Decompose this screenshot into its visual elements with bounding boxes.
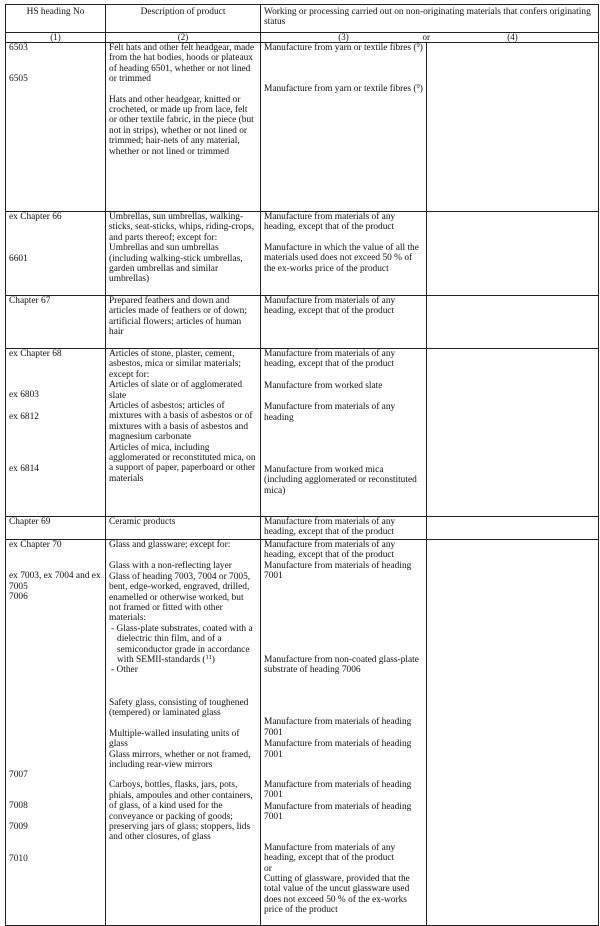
header-working-processing: Working or processing carried out on non-originating materials that confers originating status: [261, 5, 599, 33]
description-cell: [106, 517, 261, 540]
working-rule: Manufacture from yarn or textile fibres ($^9$): [264, 83, 423, 95]
description: Umbrellas, sun umbrellas, walking-sticks, seat-sticks, whips, riding-crops, and parts thereof; except for:: [109, 212, 255, 243]
working-cell: [261, 349, 427, 517]
column-number-3-cell: [261, 32, 430, 43]
description: Glass with a non-reflecting layer: [109, 561, 232, 572]
hs-heading: 7006: [9, 592, 28, 603]
hs-heading: Chapter 69: [9, 517, 51, 527]
hs-heading-cell: [6, 517, 106, 540]
table-row: [6, 43, 599, 212]
working-rule: Manufacture from materials of any heading, except that of the product: [264, 540, 396, 561]
description-subitem: - Other: [111, 665, 138, 676]
description: Glass and glassware; except for:: [109, 540, 231, 550]
column-number-1: (1): [6, 33, 106, 43]
working-rule: Manufacture from materials of heading 7001: [264, 717, 412, 738]
working-cell: [261, 212, 427, 296]
description: Prepared feathers and down and articles made of feathers or of down; artificial flowers; articles of human hair: [109, 296, 247, 338]
table-row: [6, 517, 599, 540]
working-rule: Manufacture from materials of any heading: [264, 402, 396, 423]
description: Articles of slate or of agglomerated slate: [109, 380, 243, 401]
working-rule: Manufacture from worked mica (including agglomerated or reconstituted mica): [264, 465, 417, 496]
rules-table: [5, 4, 599, 926]
rules-of-origin-table-page: [5, 4, 598, 926]
hs-heading: 7009: [9, 822, 28, 833]
hs-heading: 7010: [9, 853, 28, 864]
or-label: or: [264, 863, 272, 874]
working-cell: [261, 43, 427, 212]
alternative-cell: [427, 212, 599, 296]
hs-heading: 7007: [9, 769, 28, 780]
description: Articles of stone, plaster, cement, asbestos, mica or similar materials; except for:: [109, 349, 241, 380]
hs-heading: 7008: [9, 801, 28, 812]
description: Articles of mica, including agglomerated or reconstituted mica, on a support of paper, paperboard or other materials: [109, 442, 256, 484]
working-rule: Manufacture from materials of any heading, except that of the product: [264, 349, 396, 370]
description-cell: [106, 212, 261, 296]
description: Articles of asbestos; articles of mixtures with a basis of asbestos or of mixtures with a basis of asbestos and magnesium carbonate: [109, 401, 253, 443]
header-hs-heading: HS heading No: [6, 5, 106, 33]
description: Umbrellas and sun umbrellas (including walking-stick umbrellas, garden umbrellas and similar umbrellas): [109, 243, 243, 285]
description: Glass of heading 7003, 7004 or 7005, bent, edge-worked, engraved, drilled, enamelled or otherwise worked, but not framed or fitted with other materials:: [109, 571, 251, 624]
description: Ceramic products: [109, 517, 176, 527]
column-number-4: (4): [427, 33, 599, 43]
working-rule: Manufacture from materials of any heading, except that of the product: [264, 212, 396, 233]
hs-heading-cell: [6, 296, 106, 349]
table-row: [6, 296, 599, 349]
hs-heading: ex Chapter 66: [9, 212, 62, 222]
description-cell: [106, 296, 261, 349]
working-cell: [261, 540, 427, 926]
description-subitem: - Glass-plate substrates, coated with a dielectric thin film, and of a semiconductor grade in accordance with SEMII-standards ($^{11}$): [111, 623, 253, 666]
hs-heading: ex 6814: [9, 464, 39, 475]
working-rule: Manufacture in which the value of all the materials used does not exceed 50 % of the ex-works price of the product: [264, 242, 419, 274]
description: Hats and other headgear, knitted or crocheted, or made up from lace, felt or other textile fabric, in the piece (but not in strips), whether or not lined or trimmed; hair-nets of any material, whether or not lined or trimmed: [109, 94, 254, 157]
description: Carboys, bottles, flasks, jars, pots, phials, ampoules and other containers, of glass, of a kind used for the conveyance or packing of goods; preserving jars of glass; stoppers, lids and other closures, of glass: [109, 780, 253, 843]
header-description: Description of product: [106, 5, 261, 33]
description: Glass mirrors, whether or not framed, including rear-view mirrors: [109, 749, 251, 770]
working-rule: Manufacture from materials of heading 7001: [264, 801, 412, 823]
alternative-cell: [427, 540, 599, 926]
footnote-ref: 9: [416, 83, 420, 91]
working-rule: Manufacture from materials of heading 7001: [264, 739, 412, 760]
hs-heading: ex 6812: [9, 411, 39, 422]
hs-heading-cell: [6, 540, 106, 926]
hs-heading-cell: [6, 43, 106, 212]
column-number-2: (2): [106, 33, 261, 43]
working-rule: Manufacture from materials of any heading, except that of the product: [264, 842, 396, 864]
hs-heading: 6505: [9, 74, 28, 85]
description: Safety glass, consisting of toughened (tempered) or laminated glass: [109, 697, 249, 719]
working-rule: Manufacture from materials of heading 7001: [264, 780, 412, 801]
working-rule: Manufacture from worked slate: [264, 380, 383, 391]
description-cell: [106, 43, 261, 212]
column-number-row: [6, 33, 599, 43]
alternative-cell: [427, 296, 599, 349]
working-rule: Cutting of glassware, provided that the total value of the uncut glassware used does not exceed 50 % of the ex-works price of the product: [264, 873, 410, 916]
hs-heading: Chapter 67: [9, 296, 51, 306]
hs-heading: 6601: [9, 254, 28, 265]
description: Multiple-walled insulating units of glass: [109, 728, 240, 750]
alternative-cell: [427, 349, 599, 517]
working-cell: [261, 296, 427, 349]
working-cell: [261, 517, 427, 540]
header-row: [6, 5, 599, 33]
description-cell: [106, 540, 261, 926]
description: Felt hats and other felt headgear, made from the hat bodies, hoods or plateaux of heading 6501, whether or not lined or trimmed: [109, 43, 255, 85]
working-rule: Manufacture from yarn or textile fibres ($^9$): [264, 42, 423, 53]
table-row: [6, 212, 599, 296]
or-label: or: [422, 32, 430, 42]
column-number-3: (3): [338, 32, 349, 42]
footnote-ref: 9: [416, 42, 420, 49]
hs-heading: ex 6803: [9, 390, 39, 401]
working-rule: Manufacture from materials of any heading, except that of the product: [264, 296, 396, 317]
hs-heading: ex Chapter 68: [9, 349, 62, 359]
table-row: [6, 540, 599, 926]
alternative-cell: [427, 517, 599, 540]
working-rule: Manufacture from materials of any heading, except that of the product: [264, 517, 396, 538]
hs-heading-cell: [6, 349, 106, 517]
description-cell: [106, 349, 261, 517]
working-rule: Manufacture from non-coated glass-plate substrate of heading 7006: [264, 654, 419, 676]
table-row: [6, 349, 599, 517]
hs-heading: 6503: [9, 43, 28, 53]
working-rule: Manufacture from materials of heading 7001: [264, 560, 412, 582]
hs-heading-cell: [6, 212, 106, 296]
alternative-cell: [427, 43, 599, 212]
footnote-ref: 11: [205, 654, 212, 662]
hs-heading: ex 7003, ex 7004 and ex 7005: [9, 571, 101, 592]
hs-heading: ex Chapter 70: [9, 540, 62, 550]
